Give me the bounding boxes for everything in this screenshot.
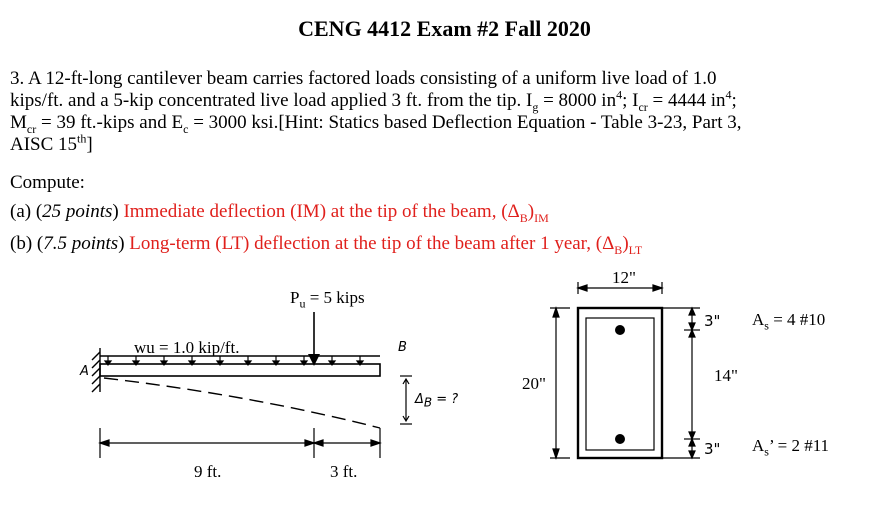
part-b-text: Long-term (LT) deflection at the tip of the beam after 1 year, (Δ (129, 233, 615, 254)
problem-text: = 8000 in (538, 90, 617, 111)
section-width-label: 12" (612, 268, 636, 287)
problem-text: = 3000 ksi.[Hint: Statics based Deflection Equation - Table 3-23, Part 3, (188, 112, 742, 133)
as-subscript: s (764, 318, 769, 333)
part-a-sub: B (519, 210, 528, 225)
tip-b-label: B (398, 340, 407, 355)
problem-text: = 4444 in (647, 90, 726, 111)
fixed-support (92, 348, 100, 392)
dim-right-label: 3 ft. (330, 462, 358, 481)
part-a-close: ) (112, 201, 124, 222)
asp-text: A (752, 436, 765, 455)
top-rebar (615, 325, 625, 335)
delta-subscript: B (423, 395, 433, 410)
deflection-marker (400, 376, 412, 424)
problem-text: = 39 ft.-kips and E (36, 112, 184, 133)
mcr-subscript: cr (26, 121, 37, 136)
problem-text: 3. A 12-ft-long cantilever beam carries factored loads consisting of a uniform live load of 1.0 (10, 68, 717, 89)
pu-subscript: u (299, 296, 306, 311)
pu-text: = 5 kips (305, 288, 365, 307)
bottom-cover-label: 3" (704, 440, 721, 458)
problem-text: kips/ft. and a 5-kip concentrated live load applied 3 ft. from the tip. I (10, 90, 533, 111)
part-b-points: 7.5 points (43, 233, 119, 254)
span-dimension-line (100, 428, 380, 458)
part-b-close: ) (118, 233, 130, 254)
as-label (752, 310, 826, 333)
deflection-label (415, 392, 459, 410)
dim-left-label: 9 ft. (194, 462, 222, 481)
part-a-points: 25 points (42, 201, 113, 222)
problem-text: ] (86, 134, 93, 155)
ec-subscript: c (183, 121, 189, 136)
part-b-sub: LT (628, 242, 643, 257)
delta-tail: = ? (432, 392, 459, 407)
section-height-label: 20" (522, 374, 546, 393)
point-load-label (290, 288, 365, 311)
problem-text: M (10, 112, 27, 133)
part-b-text: ) (622, 233, 629, 254)
problem-text: AISC 15 (10, 134, 78, 155)
part-b-sub: B (614, 242, 623, 257)
asp-text: ’ = 2 #11 (768, 436, 830, 455)
problem-text: ; I (622, 90, 639, 111)
section-height-dimension (550, 308, 570, 458)
page-title: CENG 4412 Exam #2 Fall 2020 (298, 16, 591, 41)
middle-depth-label: 14" (714, 366, 738, 385)
section-depth-dimensions (662, 308, 700, 458)
part-a-prefix: (a) ( (10, 201, 43, 222)
part-a-text: ) (527, 201, 535, 222)
ig-subscript: g (532, 99, 539, 114)
top-cover-label: 3" (704, 312, 721, 330)
asp-subscript: s (764, 444, 769, 459)
part-a-text: Immediate deflection (IM) at the tip of the beam, (Δ (123, 201, 520, 222)
as-text: = 4 #10 (768, 310, 826, 329)
pu-text: P (290, 288, 300, 307)
beam (100, 364, 380, 376)
part-b-prefix: (b) ( (10, 233, 44, 254)
deflected-shape (104, 378, 380, 428)
bottom-rebar (615, 434, 625, 444)
exponent: 4 (725, 87, 732, 102)
icr-subscript: cr (638, 99, 648, 114)
delta-symbol: Δ (415, 392, 424, 407)
compute-label: Compute: (10, 172, 85, 193)
uniform-load-label: wu = 1.0 kip/ft. (134, 338, 240, 357)
problem-text: ; (731, 90, 737, 111)
support-a-label: A (80, 364, 89, 379)
as-prime-label (752, 436, 830, 459)
superscript: th (77, 131, 87, 146)
as-text: A (752, 310, 765, 329)
part-a-sub: IM (534, 210, 549, 225)
point-load-arrow (308, 312, 320, 366)
exponent: 4 (616, 87, 623, 102)
section-stirrup (586, 318, 654, 450)
